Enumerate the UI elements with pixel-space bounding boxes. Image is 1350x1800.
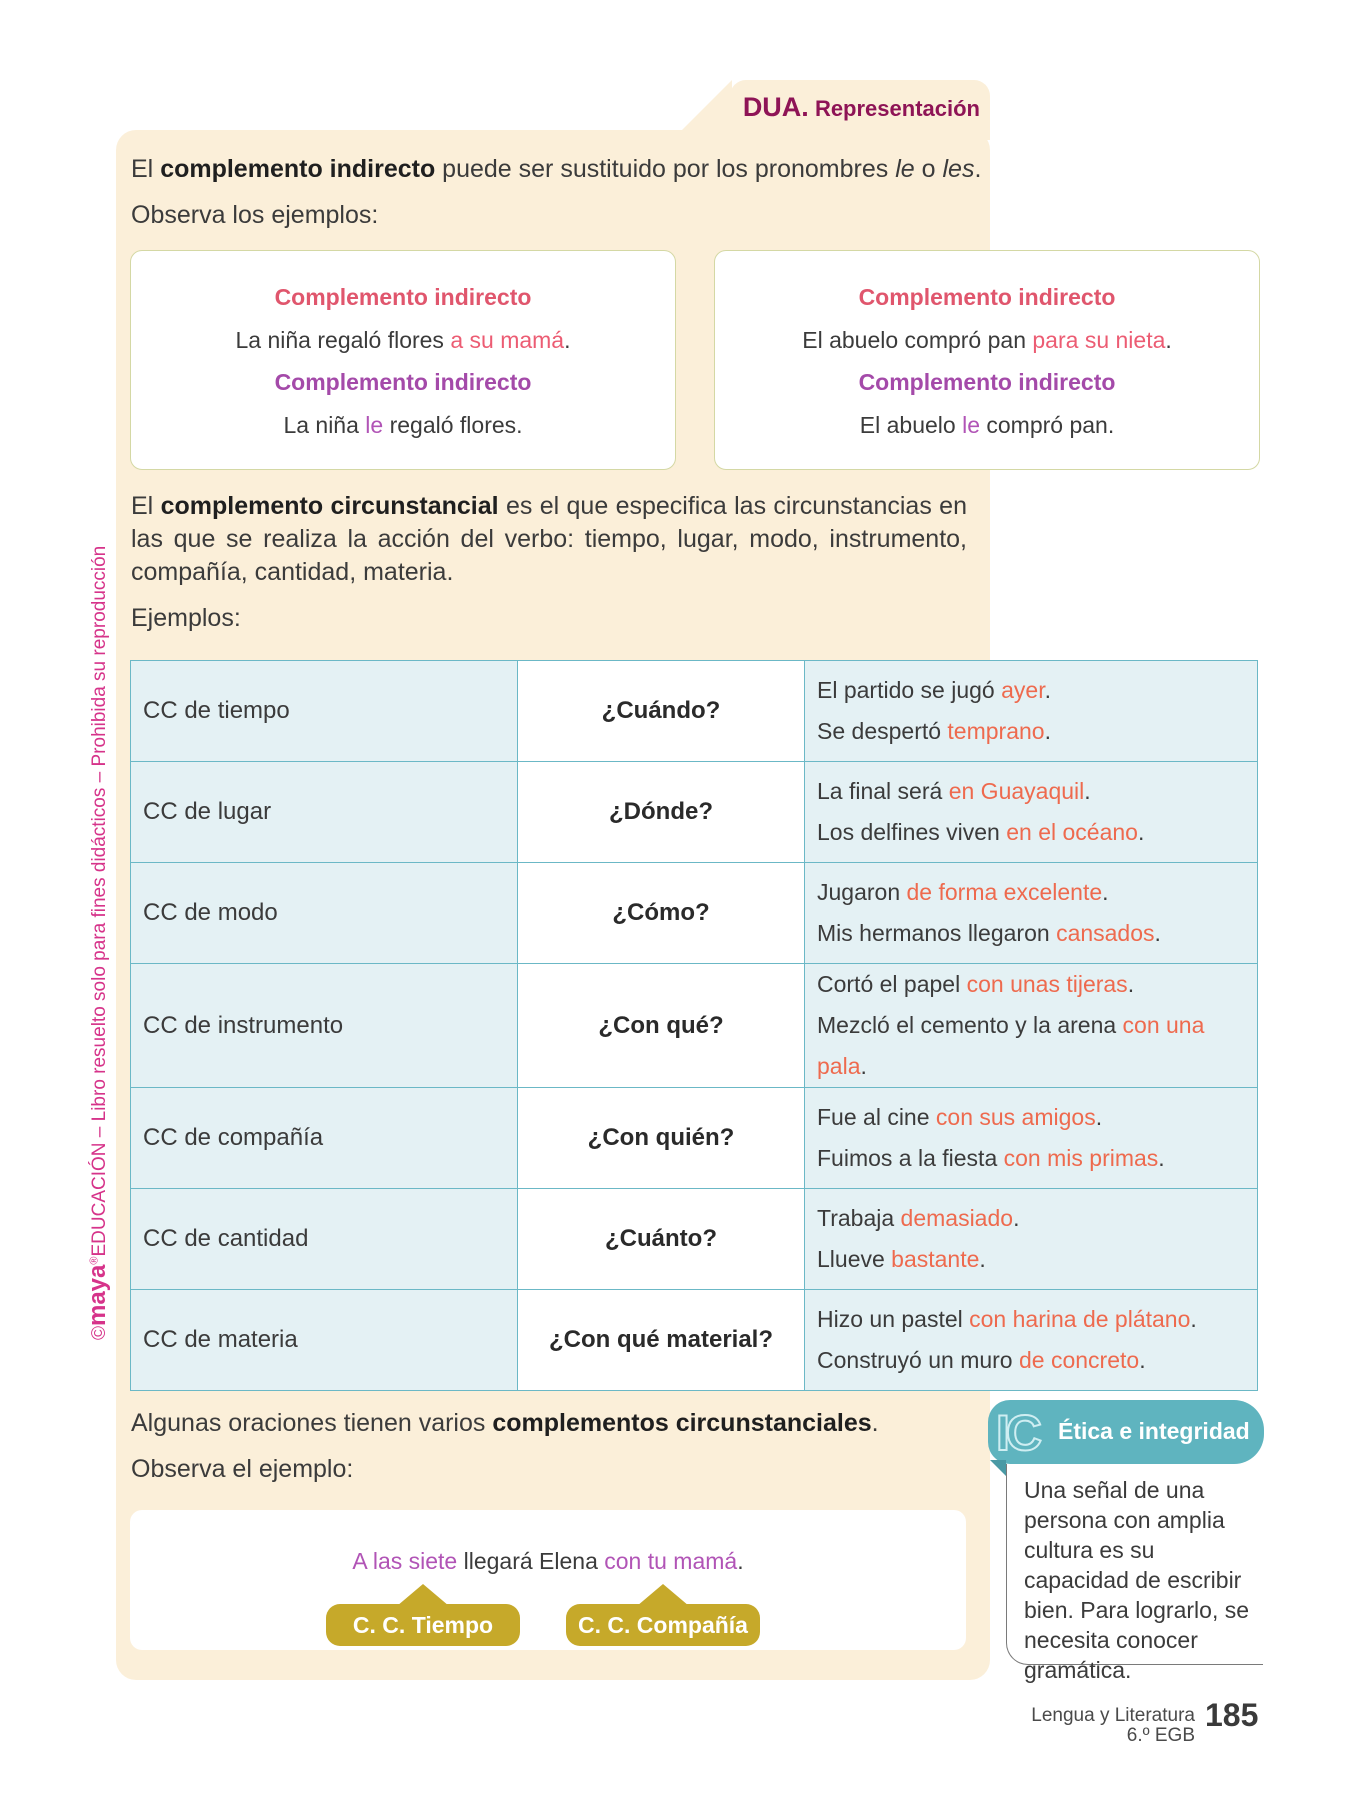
observe-example-label: Observa el ejemplo: [131,1455,354,1483]
ethics-ic-icon: IC [996,1405,1038,1461]
table-row [131,661,1258,762]
cc-question-cell: ¿Cuánto? [518,1189,805,1290]
example-sentence: Fue al cine con sus amigos. [817,1104,1103,1130]
cc-type-cell: CC de cantidad [131,1189,518,1290]
cc-examples-cell [805,1088,1258,1189]
cc-examples-cell [805,1290,1258,1391]
cc-type-cell: CC de instrumento [131,964,518,1088]
cc-highlight: de forma excelente [906,879,1103,905]
panel-tab-corner [680,80,732,132]
cc-highlight: de concreto [1018,1347,1140,1373]
cc-highlight: con unas tijeras [966,971,1128,997]
dua-heading [730,92,980,123]
cc-time-tag: C. C. Tiempo [326,1604,520,1646]
cc-intro-paragraph: El complemento circunstancial es el que especifica las circunstancias en las que se realiza la acción del verbo: tiempo, lugar, modo, instrumento, compañía, cantidad, materia. [131,492,967,586]
ethics-title: Ética e integridad [1058,1418,1250,1444]
table-row [131,1189,1258,1290]
ethics-text: Una señal de una persona con amplia cultura es su capacidad de escribir bien. Para lograrlo, se necesita conocer gramática. [1024,1477,1250,1683]
example-sentence: El partido se jugó ayer. [817,677,1051,703]
grade-label: 6.º EGB [1126,1725,1195,1746]
ci-example-box [130,250,676,470]
ethics-fold [990,1460,1006,1476]
cc-highlight: cansados [1056,920,1155,946]
cc-type-cell: CC de tiempo [131,661,518,762]
ci-label: Complemento indirecto [274,369,532,395]
side-copyright-notice [84,546,112,1340]
page-number: 185 [1205,1697,1259,1733]
example-sentence: La final será en Guayaquil. [817,778,1091,804]
example-sentence: Fuimos a la fiesta con mis primas. [817,1145,1165,1171]
multi-cc-example-box [130,1510,966,1650]
ci-label: Complemento indirecto [858,284,1116,310]
multi-cc-term: complementos circunstanciales [492,1409,872,1437]
examples-label: Ejemplos: [131,604,241,632]
ci-sentence: El abuelo compró pan para su nieta. [802,327,1172,353]
cc-time-phrase: A las siete [352,1548,458,1574]
cc-highlight: con harina de plátano [969,1306,1191,1332]
ci-example-box [714,250,1260,470]
cc-company-phrase: con tu mamá [604,1548,738,1574]
example-sentence: Los delfines viven en el océano. [817,819,1145,845]
brand-logo: maya [84,1264,111,1326]
dua-prefix: DUA. [742,92,809,122]
pointer-arrow [397,1584,449,1606]
ci-sentence: La niña regaló flores a su mamá. [235,327,571,353]
cc-highlight: bastante [891,1246,980,1272]
cc-examples-cell [805,863,1258,964]
cc-highlight: con mis primas [1003,1145,1159,1171]
cc-highlight: temprano [947,718,1045,744]
table-row [131,964,1258,1088]
cc-question-cell: ¿Cuándo? [518,661,805,762]
notice-text: EDUCACIÓN – Libro resuelto solo para fines didácticos – Prohibida su reproducción [89,545,110,1257]
example-sentence: Llueve bastante. [817,1246,986,1272]
example-sentence: Hizo un pastel con harina de plátano. [817,1306,1197,1332]
footer-subject [940,1706,1195,1746]
cc-highlight: con sus amigos [935,1104,1096,1130]
cc-type-cell: CC de compañía [131,1088,518,1189]
example-sentence: Cortó el papel con unas tijeras. [817,971,1135,997]
table-row [131,1088,1258,1189]
observe-examples-label: Observa los ejemplos: [131,201,379,229]
cc-table [130,660,1258,1391]
cc-term: complemento circunstancial [160,492,499,520]
cc-type-cell: CC de lugar [131,762,518,863]
example-sentence: Jugaron de forma excelente. [817,879,1109,905]
example-sentence: Mis hermanos llegaron cansados. [817,920,1161,946]
cc-company-tag: C. C. Compañía [566,1604,760,1646]
cc-question-cell: ¿Dónde? [518,762,805,863]
cc-examples-cell [805,762,1258,863]
cc-examples-cell [805,1189,1258,1290]
cc-highlight: con una pala [817,1012,1205,1079]
cc-examples-cell [805,661,1258,762]
cc-question-cell: ¿Con qué material? [518,1290,805,1391]
cc-examples-cell [805,964,1258,1088]
pointer-arrow [637,1584,689,1606]
cc-type-cell: CC de modo [131,863,518,964]
cc-question-cell: ¿Cómo? [518,863,805,964]
ci-term: complemento indirecto [160,155,436,183]
ci-sentence-pronoun: El abuelo le compró pan. [859,412,1115,438]
multi-cc-sentence: A las siete llegará Elena con tu mamá. [352,1548,744,1574]
ci-sentence-pronoun: La niña le regaló flores. [283,412,523,438]
example-sentence: Construyó un muro de concreto. [817,1347,1146,1373]
cc-highlight: ayer [1001,677,1045,703]
ci-label: Complemento indirecto [858,369,1116,395]
example-sentence: Se despertó temprano. [817,718,1051,744]
example-sentence: Trabaja demasiado. [817,1205,1020,1231]
ci-label: Complemento indirecto [274,284,532,310]
cc-type-cell: CC de materia [131,1290,518,1391]
ci-intro-paragraph: El complemento indirecto puede ser sustituido por los pronombres le o les. [131,155,982,183]
cc-question-cell: ¿Con qué? [518,964,805,1088]
cc-highlight: en Guayaquil [948,778,1085,804]
cc-highlight: demasiado [900,1205,1014,1231]
multi-cc-intro: Algunas oraciones tienen varios complementos circunstanciales. [131,1409,879,1437]
subject-name: Lengua y Literatura [1031,1705,1195,1726]
table-row [131,762,1258,863]
cc-highlight: en el océano [1006,819,1138,845]
registered-symbol: ® [88,1256,101,1265]
copyright-symbol: © [89,1326,110,1340]
cc-question-cell: ¿Con quién? [518,1088,805,1189]
example-sentence: Mezcló el cemento y la arena con una pala. [817,1012,1205,1079]
dua-label: Representación [814,96,980,121]
table-row [131,863,1258,964]
table-row [131,1290,1258,1391]
